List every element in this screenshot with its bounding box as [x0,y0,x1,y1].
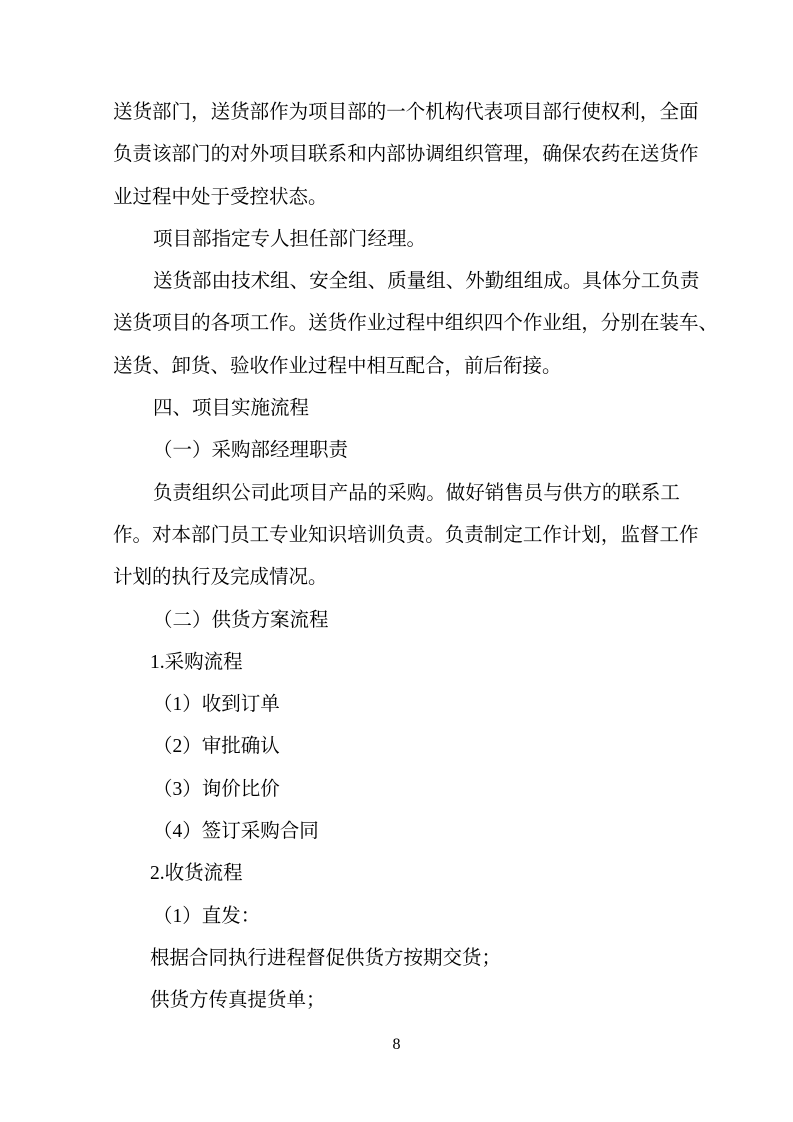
text-line: 四、项目实施流程 [153,398,310,420]
text-line: （一）采购部经理职责 [153,440,349,462]
text-line: 负 责 该 部 门 的 对 外 项 目 联 系 和 内 部 协 调 组 织 管 理 ， 确 保 农 药 在 送 货 作 [113,144,699,166]
text-line: 2.收货流程 [150,863,243,885]
text-line: （1）直发： [153,905,261,927]
text-line: 供货方传真提货单； [150,990,326,1012]
text-line: （二）供货方案流程 [153,609,329,631]
text-line: 送 货 项 目 的 各 项 工 作 。 送 货 作 业 过 程 中 组 织 四 个 作 业 组 ， 分 别 在 装 车 、 [113,313,718,335]
text-line: 项目部指定专人担任部门经理。 [153,228,427,250]
text-line: 送货、卸货、验收作业过程中相互配合，前后衔接。 [113,355,562,377]
text-line: （2）审批确认 [153,736,280,758]
text-line: 业过程中处于受控状态。 [113,186,328,208]
text-line: 送 货 部 门 ， 送 货 部 作 为 项 目 部 的 一 个 机 构 代 表 项 目 部 行 使 权 利 ， 全 面 [113,102,699,123]
text-line: （1）收到订单 [153,694,280,716]
text-line: 1.采购流程 [150,651,243,673]
document-body [113,92,718,1023]
page-number: 8 [392,1036,401,1053]
text-line: 根据合同执行进程督促供货方按期交货； [150,947,502,969]
text-line: 送 货 部 由 技 术 组 、 安 全 组 、 质 量 组 、 外 勤 组 组 成 。 具 体 分 工 负 责 [153,271,700,293]
text-line: （3）询价比价 [153,778,280,800]
text-line: （4）签订采购合同 [153,821,319,843]
text-line: 计划的执行及完成情况。 [113,567,328,589]
text-line: 负 责 组 织 公 司 此 项 目 产 品 的 采 购 。 做 好 销 售 员 与 供 方 的 联 系 工 [153,482,680,504]
text-line: 作 。 对 本 部 门 员 工 专 业 知 识 培 训 负 责 。 负 责 制 定 工 作 计 划 ， 监 督 工 作 [113,524,699,546]
